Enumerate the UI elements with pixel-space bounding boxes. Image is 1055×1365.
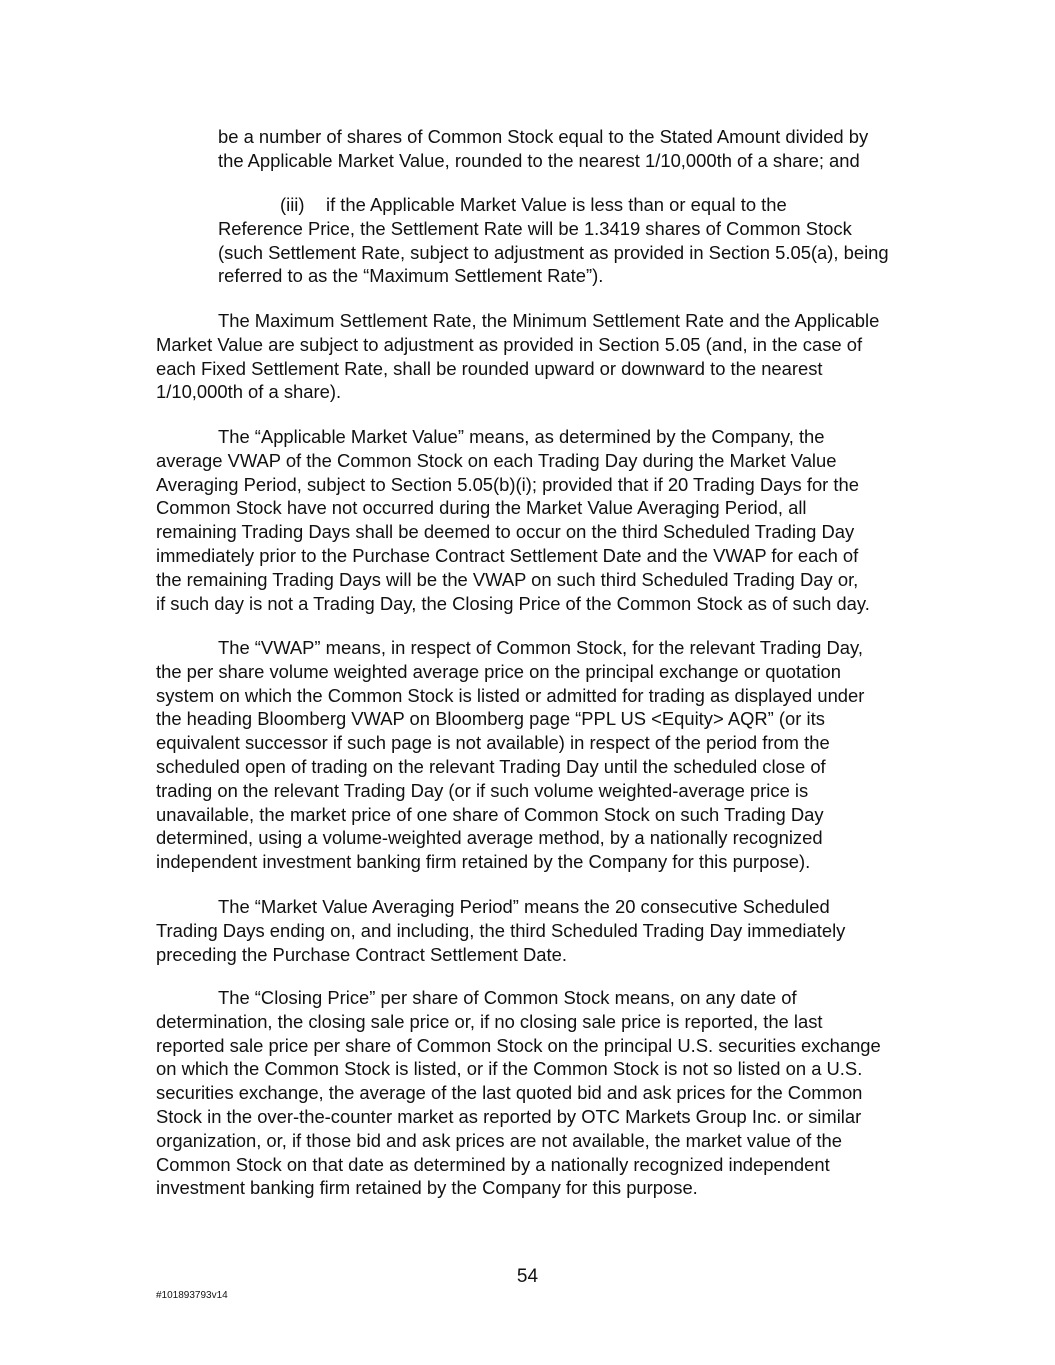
paragraph-settlement-rate-adjustment (156, 309, 916, 404)
text-line: immediately prior to the Purchase Contract Settlement Date and the VWAP for each of (156, 544, 859, 566)
clause-marker: (iii) (280, 194, 305, 215)
paragraph-closing-price (156, 986, 916, 1200)
text-line: 1/10,000th of a share). (156, 381, 342, 403)
paragraph-vwap (156, 636, 916, 874)
text-line: Common Stock on that date as determined by a nationally recognized independent (156, 1153, 830, 1175)
clause-iii (218, 193, 918, 288)
text-line: if the Applicable Market Value is less than or equal to the (326, 194, 787, 215)
text-line: system on which the Common Stock is listed or admitted for trading as displayed under (156, 684, 865, 706)
text-line: preceding the Purchase Contract Settlement Date. (156, 943, 567, 965)
clause-ii-continuation (218, 125, 918, 173)
paragraph-applicable-market-value (156, 425, 916, 615)
text-line: The Maximum Settlement Rate, the Minimum Settlement Rate and the Applicable (218, 310, 880, 331)
text-line: (such Settlement Rate, subject to adjustment as provided in Section 5.05(a), being (218, 241, 889, 263)
text-line: reported sale price per share of Common Stock on the principal U.S. securities exchange (156, 1034, 881, 1056)
text-line: trading on the relevant Trading Day (or if such volume weighted-average price is (156, 779, 809, 801)
text-line: independent investment banking firm retained by the Company for this purpose). (156, 851, 811, 873)
text-line: equivalent successor if such page is not available) in respect of the period from the (156, 732, 830, 754)
text-line: unavailable, the market price of one share of Common Stock on such Trading Day (156, 803, 824, 825)
text-line: the heading Bloomberg VWAP on Bloomberg page “PPL US <Equity> AQR” (or its (156, 708, 825, 730)
text-line: investment banking firm retained by the Company for this purpose. (156, 1177, 698, 1199)
text-line: Averaging Period, subject to Section 5.05(b)(i); provided that if 20 Trading Days for the (156, 473, 859, 495)
text-line: the remaining Trading Days will be the VWAP on such third Scheduled Trading Day or, (156, 568, 859, 590)
paragraph-market-value-averaging-period (156, 895, 916, 966)
text-line: determination, the closing sale price or, if no closing sale price is reported, the last (156, 1010, 823, 1032)
text-line: remaining Trading Days shall be deemed to occur on the third Scheduled Trading Day (156, 521, 855, 543)
text-line: The “Applicable Market Value” means, as determined by the Company, the (218, 426, 825, 447)
text-line: Market Value are subject to adjustment as provided in Section 5.05 (and, in the case of (156, 333, 863, 355)
text-line: The “Market Value Averaging Period” means the 20 consecutive Scheduled (218, 896, 830, 917)
text-line: Stock in the over-the-counter market as reported by OTC Markets Group Inc. or similar (156, 1105, 862, 1127)
text-line: The “Closing Price” per share of Common Stock means, on any date of (218, 987, 797, 1008)
text-line: organization, or, if those bid and ask prices are not available, the market value of the (156, 1129, 842, 1151)
text-line: scheduled open of trading on the relevant Trading Day until the scheduled close of (156, 755, 826, 777)
text-line: on which the Common Stock is listed, or if the Common Stock is not so listed on a U.S. (156, 1058, 863, 1080)
text-line: referred to as the “Maximum Settlement Rate”). (218, 265, 604, 287)
text-line: Common Stock have not occurred during the Market Value Averaging Period, all (156, 497, 807, 519)
text-line: each Fixed Settlement Rate, shall be rounded upward or downward to the nearest (156, 357, 823, 379)
text-line: securities exchange, the average of the last quoted bid and ask prices for the Common (156, 1082, 863, 1104)
text-line: Trading Days ending on, and including, the third Scheduled Trading Day immediately (156, 919, 846, 941)
text-line: average VWAP of the Common Stock on each Trading Day during the Market Value (156, 449, 837, 471)
text-line: determined, using a volume-weighted average method, by a nationally recognized (156, 827, 823, 849)
document-id: #101893793v14 (156, 1290, 228, 1301)
page-number: 54 (516, 1266, 539, 1287)
text-line: be a number of shares of Common Stock equal to the Stated Amount divided by (218, 126, 869, 147)
text-line: The “VWAP” means, in respect of Common Stock, for the relevant Trading Day, (218, 637, 863, 658)
text-line: the per share volume weighted average price on the principal exchange or quotation (156, 660, 841, 682)
text-line: the Applicable Market Value, rounded to the nearest 1/10,000th of a share; and (218, 149, 860, 171)
text-line: Reference Price, the Settlement Rate will be 1.3419 shares of Common Stock (218, 217, 852, 239)
text-line: if such day is not a Trading Day, the Closing Price of the Common Stock as of such day. (156, 592, 870, 614)
